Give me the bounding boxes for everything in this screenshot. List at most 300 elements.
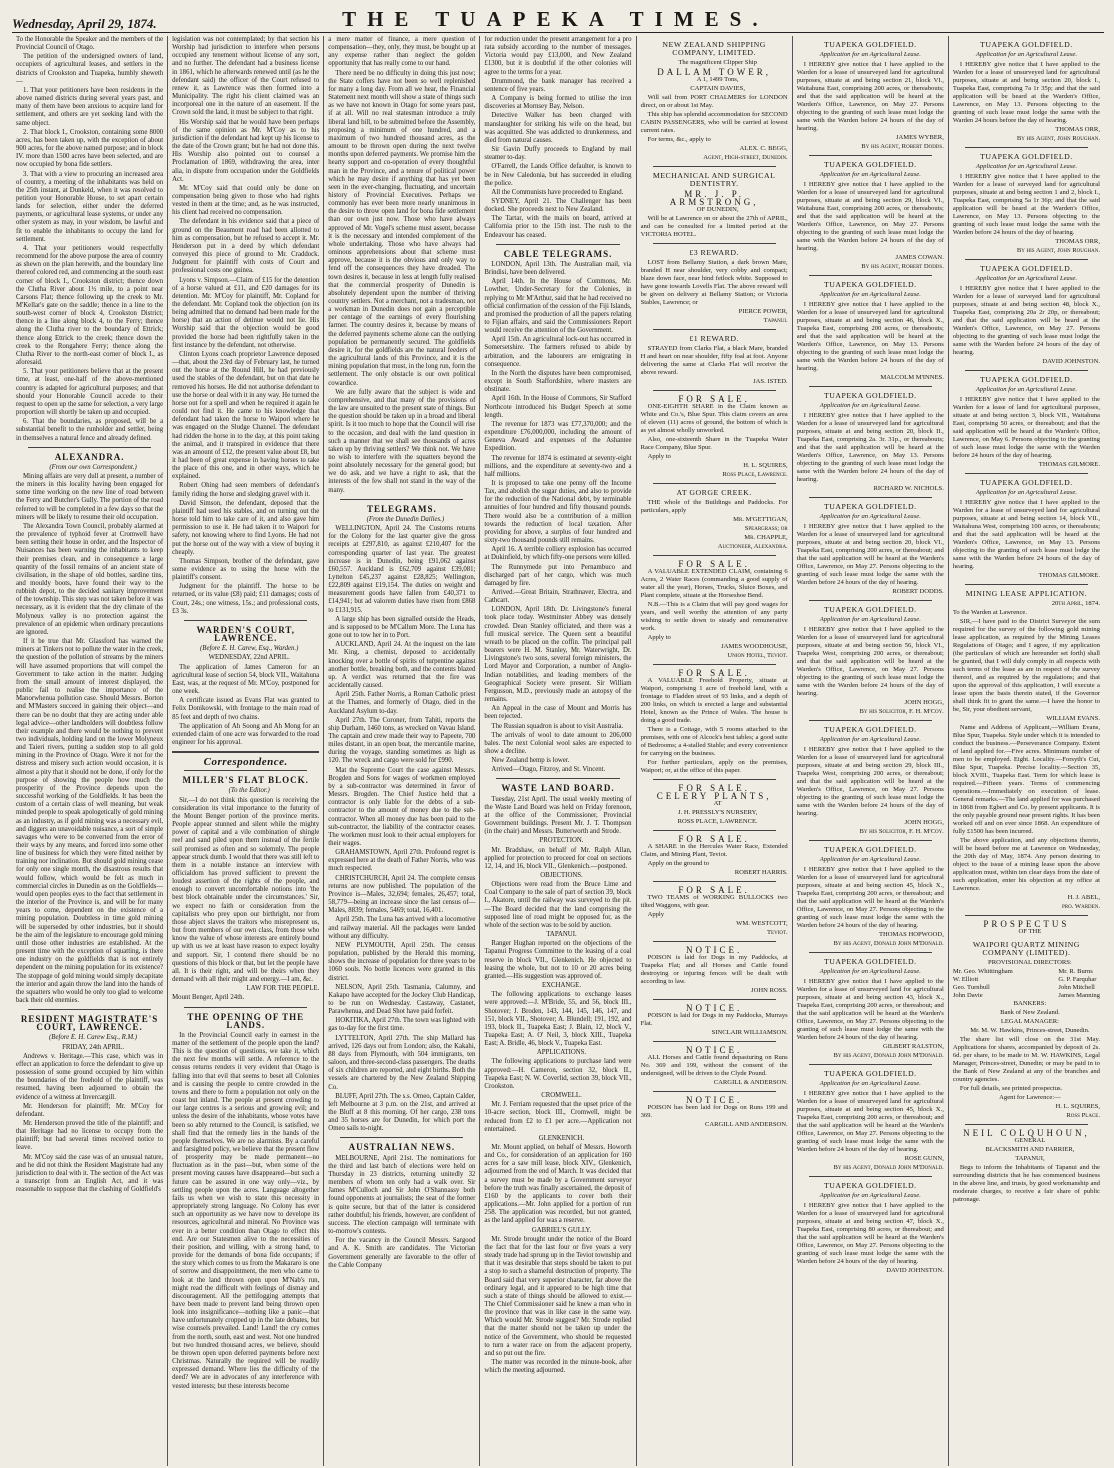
ad-line: Bank of New Zealand. — [1000, 1009, 1060, 1016]
divider — [653, 999, 776, 1000]
board-subheading: CROMWELL. — [541, 1092, 582, 1100]
divider — [653, 329, 776, 330]
ad-signature: Auctioneer, Alexandra. — [717, 543, 788, 550]
notice-agent: By his Solicitor, F. H. M'Coy. — [859, 708, 944, 715]
company-name: WAIPORI QUARTZ MINING COMPANY (LIMITED). — [972, 940, 1080, 957]
column-5-advertisements — [637, 36, 793, 1466]
article-paragraph: We are fully aware that the subject is wide and comprehensive, and that many of the provisions of the law are unsuited to the present state of things. But the question should be taken up in a broad and liberal spirit. Is it too much to hope that the Council will rise to the occasion, and deal with the land question in such a manner that we shall see thousands of acres taken up by thriving settlers? We think not. We have no wish to interfere with the squatters beyond the point absolutely necessary for the general good; but we do ask, and we have a right to ask, that the interests of the few shall not stand in the way of the many. — [328, 388, 476, 494]
notice-agent: By his Agent, Donald John M'Donald. — [833, 1164, 944, 1171]
ad-text: THE whole of the Buildings and Paddocks. For particulars, apply — [640, 499, 788, 514]
ad-heading: FOR SALE. — [678, 885, 750, 895]
ad-heading: NEW ZEALAND SHIPPING COMPANY, LIMITED. — [662, 40, 766, 57]
board-subheading: PROTECTION. — [539, 837, 584, 845]
ad-signature: PIERCE POWER, — [738, 308, 788, 315]
correspondence-heading: Correspondence. — [203, 756, 288, 769]
section-heading: ALEXANDRA. — [54, 451, 125, 462]
divider — [965, 584, 1088, 585]
ad-signature: WM. WESTCOTT, — [736, 920, 788, 927]
section-heading: THE OPENING OF THE LANDS. — [187, 1011, 305, 1030]
cable-item: April 14th. In the House of Commons, Mr. Lowther, Under-Secretary for the Colonies, in replying to Mr M'Arthur, said that he had received no official confirmation of the cession of the Fiji Islands, and promised the production of all the papers relating to Fijian affairs, and said the Commissioners Report would receive the attention of the Government. — [484, 278, 632, 335]
notice-text: I HEREBY give notice that I have applied to the Warden for a lease of unsurveyed land for agricultural purposes, situate at and being section 20, block I., Tuapeka East, comprising 7a 1r 35p; and that the said application will be heard at the Warden's Office, Lawrence, on May 13. Persons objecting to the granting of such lease must lodge the same with the Warden 24 hours before the day of hearing. — [952, 61, 1100, 124]
ad-text: A VALUABLE Freehold Property, situate at Waipori, comprising 1 acre of freehold land, with a frontage to Fladden street of 93 links, and a depth of 200 links, on which is erected a large and substantial Hotel, known as the Prince of Wales. The house is doing a good trade. — [640, 677, 788, 724]
ad-heading: FOR SALE. — [678, 783, 750, 793]
notice-signature: THOMAS GILMORE. — [1038, 461, 1100, 468]
notice-text: I HEREBY give notice that I have applied to the Warden for a lease of surveyed land for agricultural purposes, situate at and being section 1 and 2, block I., Tuapeka East, comprising 5a 1r 36p; and that the said application will be heard at the Warden's Office, Lawrence, on May 13. Persons objecting to the granting of such lease must lodge the same with the Warden before 24 hours of the day of hearing. — [952, 173, 1100, 236]
article-paragraph: Mr. M'Coy said the case was of an unusual nature, and he did not think the Resident Magistrate had any jurisdiction to deal with it. The section of the Act was a transcript from an English Act, and it was reasonable to suppose that the clashing of Goldfield's — [16, 1153, 164, 1194]
article-paragraph: Robert Ohing had seen members of defendant's family riding the horse and sledging gravel with it. — [172, 482, 320, 498]
notice-heading: TUAPEKA GOLDFIELD. — [823, 502, 917, 511]
director-name: Mr. R. Burns — [1058, 968, 1093, 975]
cable-item: The Runnymede put into Pernambuco and discharged part of her cargo, which was much damaged by fire. — [484, 563, 632, 587]
ad-text: POISON is laid for Dogs in my Paddocks, at Tuapeka Flat; and all Horses and Cattle found destroying or injuring fences will be dealt with according to law. — [640, 954, 788, 985]
issue-date: Wednesday, April 29, 1874. — [12, 16, 157, 31]
ad-line: AT — [713, 800, 722, 807]
ad-text: ALL Horses and Cattle found depasturing on Runs No. 369 and 199, without the consent of the undersigned, will be driven to the Clyde Pound. — [640, 1054, 788, 1077]
cable-item: April 16th. In the House of Commons, Sir Stafford Northcote introduced his Budget Speech at some length. — [484, 395, 632, 419]
notice-heading: TUAPEKA GOLDFIELD. — [980, 152, 1073, 161]
telegram-item: AUCKLAND, April 24. At the inquest on the late Mr. King, a chemist, deposed to accidentally knocking over a bottle of spirits of turpentine against another bottle, breaking both, and the contents blazed up. A verdict was returned that the fire was accidentally caused. — [328, 641, 476, 690]
telegram-item: Mat the Supreme Court the case against Messrs. Brogden and Sons for wages of workmen employed by a sub-contractor was determined in favor of Messrs. Brogden. The Chief Justice held that a contractor is only liable for the debts of a sub-contractor to the amount of money due to the sub-contractor. When all money due has been paid to the sub-contractor, the liability of the contractor ceases. The workmen must look to their actual employers for their wages. — [328, 766, 476, 847]
ad-line: PROVISIONAL DIRECTORS: — [988, 959, 1072, 966]
article-paragraph: Drummond, the bank manager has received a sentence of five years. — [484, 77, 632, 93]
ad-signature: CARGILL AND ANDERSON. — [704, 1121, 788, 1128]
notice-heading: TUAPEKA GOLDFIELD. — [980, 478, 1073, 487]
divider — [809, 952, 932, 953]
article-paragraph: His Worship said that he would have been perhaps of the same opinion as Mr. M'Coy as to his jurisdiction if the defendant had kept up his license to the date of the Crown grant; but he had not done this. His Worship also pointed out to counsel a Proclamation of 1869, withdrawing the area, inter alia, in dispute from occupation under the Goldfields Act. — [172, 118, 320, 183]
notice-signature: ROBERT DODDS. — [892, 588, 944, 595]
article-paragraph: Sir Gavin Duffy proceeds to England by mail steamer to-day. — [484, 146, 632, 162]
ad-text: A SHARE in the Hercules Water Race, Extended Claim, and Mining Plant, Teviot. — [640, 843, 788, 858]
petition-paragraph: 4. That your petitioners would respectfully recommend for the above purpose the area of country as shewn on the plan herewith, and the boundary line thereof colored red, and commencing at the south east corner of block I., Crookston district; thence down the Clutha River about 1½ mile, to a point near Carsons Flat; thence following up the creek to Mr. M'Kellar's gate on the saddle; thence in a line to the south-west corner of block 4, Crookston District; thence in a line along block 4, to the Ferry; thence along the Clutha river to the boundary of Ettrick; thence along Ettrick to the creek; thence down the creek to the Rongahere Ferry; thence along the Clutha River to the north-east corner of block I., as aforesaid. — [16, 244, 164, 367]
notice-agent: By his Agent, Donald John M'Donald. — [833, 1052, 944, 1059]
notice-text: I HEREBY give notice that I have applied to the Warden for a lease of surveyed land for agricultural purposes, situate at and being section 48, block X., Tuapeka East, comprising 20a 2r 20p, or thereabout; and that the said application will be heard at the Warden's Office, Lawrence, on May 27. Persons objecting to the granting of such lease must lodge the same with the Warden before 24 hours of the day of hearing. — [952, 285, 1100, 356]
notice-text: I HEREBY give notice that I have applied to the Warden for a lease of unsurveyed land for agricultural purposes, situate at and being section 56, block VI., Tuapeka West, comprising 200 acres, or thereabout; and that the said application will be heard at the Warden's Office, Lawrence, on May 27. Persons objecting to the granting of such lease must lodge the same with the Warden before 24 hours of the day of hearing. — [796, 626, 944, 697]
divider — [809, 155, 932, 156]
court-day: WEDNESDAY, 22nd APRIL. — [208, 654, 290, 662]
divider — [809, 275, 932, 276]
notice-text: I HEREBY give notice that I have applied to the Warden for a lease of unsurveyed land for agricultural purposes, situate at and being section 14, block VII., Waitahuna West, comprising 100 acres, or thereabouts; and that the said application will be heard at the Warden's Office, Lawrence, on May 13. Persons objecting to the granting of such lease must lodge the same with the Warden before 24 hours of the day of hearing. — [952, 499, 1100, 570]
ad-text: STRAYED from Clarks Flat, a black Mare, branded H and heart on near shoulder, fifty foal at foot. Anyone delivering the same at Clarks Flat will receive the above reward. — [640, 345, 788, 376]
cable-item: April 16. A terrible colliery explosion has occurred at Dukinfield, by which fifty-one persons were killed. — [484, 546, 632, 562]
article-paragraph: All the Communists have proceeded to England. — [491, 188, 624, 196]
dentist-name: MR. J. P. ARMSTRONG, — [669, 189, 759, 207]
divider — [965, 147, 1088, 148]
divider — [809, 600, 932, 601]
notice-subheading: Application for an Agricultural Lease. — [819, 1080, 921, 1087]
column-4 — [480, 36, 636, 1466]
article-paragraph: In the Provincial Council early in earnest in the matter of the settlement of the people upon the land? This is the question of questions, we take it, which the next few months will settle. A reference to the census returns renders it very evident that Otago is falling into that evil that seems to beset all Colonies and is causing the people to centre crowded in the towns and there to form a population not only on the coast but inland. The people at present crowding to our large centres is a serious and growing evil; and unless the desire of the inhabitants, whose votes have been so ably returned to the Council, is satisfied, we shall find that the remedy lies in the hands of the people themselves. We are no alarmists. By a careful and farsighted policy, we believe that the present flow of prosperity may be made permanent—no fluctuation as in the past—but, when some of the present moving causes have disappeared—but such a future can be assured in one way only—viz., by settling people upon the acres. Language altogether fails us when we wish to state this necessity in appropriately strong language. No Colony has ever such an opportunity as we have now to develope its resources, agricultural and mineral. No Province was ever in a better condition than Otago to effect this end. Are our Statesmen alive to the necessities of their position, and willing, with a strong hand, to provide for the demands of bona fide occupants; if the story which comes to us from the Makararo is one of sorrow and disappointment, the men who came to look at the land thrown open upon M'Nab's run, might read the difficult with feelings of dismay and discouragement. All the pettifogging attempts that have been made to prevent land being thrown open look into insignificance—nothing like a panic—that have unfortunately cropped up in the late debates, but wise counsels prevailed. Land! Land! the cry comes from the north, south, east and west. Not one hundred but two hundred thousand acres, we believe, should be thrown open upon deferred payments before next Christmas. Naturally the required will be readily expressed demand. Where lies the difficulty of the deed? We are in advocates of any interference with vested interests; but these interests become — [172, 1031, 320, 1390]
cable-item: April 15th. An agricultural lock-out has occurred in Somersetshire. The farmers refused to abide by arbitration, and the labourers are emigrating in consequence. — [484, 336, 632, 368]
ad-line: J. H. PRESSLY'S NURSERY, — [678, 809, 758, 816]
petition-paragraph: 3. That with a view to procuring an increased area of country, a meeting of the inhabitants was held on the 25th instant, at Dunkeld, when it was resolved to petition your Honorable House, to set apart certain lands for selection, either under the deferred payments, or agricultural lease systems, or under any other system as may, in your wisdom, be lawful and fit to enable the inhabitants to occupy the land for settlement. — [16, 170, 164, 243]
divider — [653, 166, 776, 167]
cable-item: LONDON, April 13th. The Australian mail, via Brindisi, have been delivered. — [484, 260, 632, 277]
board-subheading: GABRIEL'S GULLY. — [531, 1226, 592, 1234]
petition-intro: To the Honorable the Speaker and the members of the Provincial Council of Otago. — [16, 36, 164, 52]
notice-heading: TUAPEKA GOLDFIELD. — [823, 605, 917, 614]
ad-line: LEGAL MANAGER: — [1000, 1018, 1059, 1025]
ad-text: The share list will close on the 31st May. Applications for shares, accompanied by deposit of 2s. 6d. per share, to be made to M. W. HAWKINS, Legal Manager, Princes-street, Dunedin; or may be paid in to the Bank of New Zealand at any of the branches and country agencies. — [952, 1036, 1100, 1083]
notice-text: I HEREBY give notice that I have applied to the Warden for a lease of unsurveyed land for agricultural purposes, situate at and being section 29, block III., Tuapeka West, comprising 200 acres, or thereabout; and that the said application will be heard at the Warden's Office, Lawrence, on May 27. Persons objecting to the granting of such lease must lodge the same with the Warden before 24 hours of the day of hearing. — [796, 746, 944, 817]
divider — [653, 483, 776, 484]
notice-subheading: Application for an Agricultural Lease. — [819, 968, 921, 975]
ad-signature: Teviot. — [767, 929, 788, 936]
columns — [12, 36, 1104, 1466]
divider — [965, 1124, 1088, 1125]
director-name: John Mitchell — [1058, 984, 1095, 991]
divider — [653, 1091, 776, 1092]
ad-signature: Mr. CHAPPLE, — [744, 534, 788, 541]
ad-line: The magnificent Clipper Ship — [678, 59, 757, 66]
article-paragraph: If it be true that Mr. Glassford has warned the miners at Tinkers not to pollute the water in the creek, the question of the pollution of streams by the miners will have assumed proportions that will compel the Government to take action in the matter. Judging from the small amount of interest displayed, the public fail to realise the importance of the Manorwhenua pollution case. Should Messrs. Borton and M'Masters succeed in gaining their object—and there can be no doubt that they are acting under able legal advice—other landholders will doubtless follow their example and there would be nothing to prevent two individuals, holding land on the lower Molyneux and Taieri rivers, putting a sudden stop to all gold mining in the Province of Otago. Were it not for the distress and misery such action would occasion, it is almost a pity that it should not be done, if only for the purpose of showing the people how much the prosperity of the Province depends upon the successful working of the Goldfields. It has been the custom of a certain class of well meaning, but weak minded people to speak apologetically of gold mining as an industry, as if gold mining was a necessary evil, and diggers an unavoidable nuisance, a sort of simple savages who were to be converted from the error of their ways by any means, and forced into some other line of business for which they were fitted neither by training nor inclination. But should gold mining cease for only one single month, the disastrous results that would follow, which would be felt as much in commercial circles in Dunedin as on the Goldfields—would open peoples eyes to the fact that settlement in the interior of the Province is, and will be for many years to come, dependent on the existence of a mining population. Doubtless in time gold mining will be superseded by other industries, but it should be the aim of the legislature to encourage gold mining until those other industries are established. At the present time with the exception of squatting, is there one industry on the goldfields that is not entirely dependent on the mining population for its existence? The stoppage of gold mining would simply decapitate the interior and again throw the land into the hands of the squatters who would be only too glad to welcome back their old enemies. — [16, 638, 164, 1004]
notice-heading: TUAPEKA GOLDFIELD. — [823, 845, 917, 854]
masthead — [12, 6, 1104, 33]
ad-heading: NOTICE. — [686, 945, 743, 955]
ad-signature: Ross Place. — [1066, 1112, 1100, 1119]
directors-list — [953, 968, 1100, 1000]
section-heading: WASTE LAND BOARD. — [501, 783, 615, 794]
ad-heading: NOTICE. — [686, 1045, 743, 1055]
director-name: W. Elliott — [952, 976, 979, 983]
director-name: G. P. Farquhar — [1058, 976, 1097, 983]
divider — [184, 770, 307, 771]
notice-heading: TUAPEKA GOLDFIELD. — [823, 1181, 917, 1190]
notice-signature: JOHN HOGG, — [904, 699, 944, 706]
ad-signature: H. L. SQUIRES, — [1055, 1103, 1100, 1110]
ad-heading: £1 REWARD. — [689, 334, 739, 343]
notice-heading: TUAPEKA GOLDFIELD. — [823, 1069, 917, 1078]
notice-heading: TUAPEKA GOLDFIELD. — [980, 264, 1073, 273]
ad-line: BLACKSMITH AND FARRIER, — [985, 1146, 1075, 1153]
ad-signature: ALEX. C. BEGG, — [739, 145, 788, 152]
notice-signature: DAVID JOHNSTON. — [1042, 358, 1100, 365]
notice-heading: TUAPEKA GOLDFIELD. — [823, 160, 917, 169]
ad-text: Apply to — [647, 453, 671, 460]
notice-signature: RICHARD W. NICHOLS. — [873, 485, 944, 492]
cable-item: Arrived—Otago, Fitzroy, and St. Vincent. — [491, 766, 606, 774]
cable-item: In the North the disputes have been compromised, except in South Staffordshire, where masters are obstinate. — [484, 369, 632, 394]
ad-heading: AT GORGE CREEK. — [676, 488, 752, 497]
ad-feature: CELERY PLANTS, — [656, 791, 772, 801]
notice-text: I HEREBY give notice that I have applied to the Warden for a lease of unsurveyed land for agricultural purposes, situate at and being section 20, block II., Tuapeka East, comprising 2a. 3r. 31p., or thereabouts; and that the said application will be heard at the Warden's Office, Lawrence, on May 13. Persons objecting to the granting of such lease must lodge the same with the Warden before 24 hours of the day of hearing. — [796, 412, 944, 483]
notice-agent: By his Agent, Donald John M'Donald. — [833, 940, 944, 947]
notice-addressee: To the Warden at Lawrence. — [952, 609, 1027, 616]
director-name: Mr. Geo. Whittingham — [952, 968, 1013, 975]
divider — [809, 386, 932, 387]
article-paragraph: Detective Walker has been charged with manslaughter for striking his wife on the head, but was acquitted. She was addicted to drunkenness, and died from natural causes. — [484, 112, 632, 144]
board-paragraph: Objections were read from the Bruce Lime and Coal Company to the sale of part of section 39, block I., Akatore, until the railway was surveyed to the pit.—The Board decided that the land comprising the supposed line of road might be opposed for, as the whole of the section was to be sold by auction. — [484, 881, 632, 929]
divider — [965, 370, 1088, 371]
ad-text: For further particulars, apply on the premises, Waipori; or, at the office of this paper. — [640, 759, 788, 774]
petition-paragraph: 5. That your petitioners believe that at the present time, at least, one-half of the above-mentioned country is adapted for agricultural purposes; and that should your Honorable Council accede to their request to open up the same for selection, a very large proportion will shortly be taken up and occupied. — [16, 368, 164, 417]
notice-subheading: Application for an Agricultural Lease. — [819, 1192, 921, 1199]
notice-text: I HEREBY give notice that I have applied to the Warden for a lease of unsurveyed land for agricultural purposes, situate at and being section 45, block X., Tuapeka East, comprising 200 acres, or thereabout; and that the said application will be heard at the Warden's Office, Lawrence, on May 27. Persons objecting to the granting of such lease must lodge the same with the Warden before 24 hours of the day of hearing. — [796, 866, 944, 929]
notice-heading: TUAPEKA GOLDFIELD. — [823, 391, 917, 400]
notice-signature: WILLIAM EVANS. — [1046, 715, 1100, 722]
notice-subheading: Application for an Agricultural Lease. — [975, 386, 1077, 393]
ad-line: BANKERS: — [1013, 1000, 1047, 1007]
board-paragraph: Mr. Strode brought under the notice of the Board the fact that for the last four or five years a very steady trade had sprung up in the Teviot township and that it was desirable that steps should be taken to put a stop to such a shameful destruction of property. The Board said that very superior character, far above the ordinary legal, and it appeared to be high time that such a state of things should be allowed to exist.—The Chief Commissioner said he knew a man who in the province that was in like case in the same way. Which would Mr. Strode suggest? Mr. Strode replied that the matter should not be taken up under the notice of the Government, who should be requested to turn a water race on from the adjacent property, and so put out the fire. — [484, 1235, 632, 1357]
ad-signature: CARGILL & ANDERSON. — [713, 1079, 788, 1086]
telegram-item: WELLINGTON, April 24. The Customs returns for the Colony for the last quarter give the gross receipts at £297,810, as against £210,407 for the corresponding quarter of last year. The greatest increase is in Dunedin, being £91,062 against £60,557. Auckland is £62,709 against £39,081; Lyttelton £45,237 against £28,825; Wellington, £22,809 against £19,154. The duties on weight and measurement goods have fallen from £40,371 to £14,941; but ad valorem duties have risen from £868 to £131,915. — [328, 525, 476, 614]
ad-signature: Union Hotel, Teviot. — [727, 652, 788, 659]
notice-heading: TUAPEKA GOLDFIELD. — [823, 280, 917, 289]
divider — [653, 881, 776, 882]
article-paragraph: Mining affairs are very dull at present, a number of the miners in this locality having been engaged for some time working on the new line of road between the Ferry and Butcher's Gully. The portion of the road referred to will be completed in a few days so that the miners will be likely to resume their old occupation. — [16, 472, 164, 521]
article-paragraph: Mr. Henderson proved the title of the plaintiff; and that Heritage had no license to occupy from the plaintiff; but had several times received notice to leave. — [16, 1120, 164, 1152]
notice-subheading: Application for an Agricultural Lease. — [975, 275, 1077, 282]
telegram-item: A large ship has been signalled outside the Heads, and is supposed to be M'Callum More. The Luna has gone out to tow her in to Port. — [328, 615, 476, 640]
notice-text: I HEREBY give notice that I have applied to the Warden for a lease of unsurveyed land for agricultural purposes, situate at and being section 45, block X., Tuapeka East, comprising 200 acres, or thereabout; and that the said application will be heard at the Warden's Office, Lawrence, on May 27. Persons objecting to the granting of such lease must lodge the same with the Warden before 24 hours of the day of hearing. — [796, 1090, 944, 1153]
cable-item: An Appeal in the case of Mount and Morris has been rejected. — [484, 705, 632, 721]
section-subheading: (From our own Correspondent.) — [49, 463, 137, 471]
ad-signature: JAS. ISTED. — [753, 378, 788, 385]
cable-item: The revenue for 1873 was £77,370,000; and the expenditure £76,000,000, including the amount of Geneva Award and expenses of the Ashantee Expedition. — [484, 420, 632, 453]
board-subheading: EXCHANGE. — [541, 982, 582, 990]
notice-signature: DAVID JOHNSTON. — [886, 1267, 944, 1274]
notice-heading: TUAPEKA GOLDFIELD. — [823, 725, 917, 734]
article-paragraph: For the vacancy in the Council Messrs. Sargood and A. K. Smith are candidates. The Victorian Government generally are favorable to the offer of the Cable Company — [328, 1237, 476, 1269]
notice-signature: THOMAS GILMORE. — [1038, 572, 1100, 579]
notice-subheading: Application for an Agricultural Lease. — [975, 51, 1077, 58]
notice-text: I HEREBY give notice that I have applied to the Warden for a lease of unsurveyed land for agricultural purposes, situate at and being section 43, block X., Tuapeka East, comprising 200 acres, or thereabout; and that the said application will be heard at the Warden's Office, Lawrence, on May 27. Persons objecting to the granting of such lease must lodge the same with the Warden before 24 hours of the day of hearing. — [796, 978, 944, 1041]
notice-signature: GILBERT RALSTON, — [882, 1043, 944, 1050]
notice-signature: THOMAS ORR, — [1055, 126, 1100, 133]
notice-text: I HEREBY give notice that I have applied to the Warden for a lease of unsurveyed land for agricultural purposes, situate at and being section 20, block VI., Tuapeka East, comprising 200 acres, or thereabout; and that the said application will be heard at the Warden's Office, Lawrence, on May 27. Persons objecting to the granting of such lease must lodge the same with the Warden before 24 hours of the day of hearing. — [796, 523, 944, 586]
notice-agent: By his Solicitor, F. H. M'Coy. — [859, 828, 944, 835]
ad-signature: Speargrass; or — [744, 525, 788, 532]
cable-item: New Zealand hemp is lower. — [491, 757, 570, 765]
divider — [28, 1009, 151, 1010]
column-7-notices — [949, 36, 1104, 1466]
directors-left — [953, 968, 1013, 1000]
divider — [965, 473, 1088, 474]
ad-heading: NOTICE. — [686, 1003, 743, 1013]
board-subheading: APPLICATIONS. — [536, 1049, 587, 1057]
divider — [653, 830, 776, 831]
divider — [184, 1007, 307, 1008]
notice-signature: JOHN HOGG, — [904, 819, 944, 826]
ad-signature: Mr. M'GETTIGAN, — [733, 516, 788, 523]
telegram-item: NELSON, April 25th. Tasmania, Calumny, and Kakapo have accepted for the Jockey Club Handicap, to be run on Wednesday. Castaway, Castanet, Parawhenua, and Dead Shot have paid forfeit. — [328, 983, 476, 1016]
notice-subheading: Application for an Agricultural Lease. — [819, 291, 921, 298]
divider — [653, 1041, 776, 1042]
director-name: Geo. Turnbull — [952, 984, 990, 991]
notice-signature: H. J. ABEL, — [1067, 894, 1100, 901]
cable-item: LONDON, April 18th. Dr. Livingstone's funeral took place today. Westminster Abbey was densely crowded. Dean Stanley officiated, and there was a full musical service. The Queen sent a beautiful wreath to be placed on the coffin. The principal pall bearers were H. M. Stanley, Mr. Waterwright, Dr. Livingstone's two sons, several foreign ministers, the Lord Mayor and Corporation, a number of Anglo-Indian notabilities, and leading members of the Geographical Society were present. Sir William Fergusson, M.D., previously made an autopsy of the remains. — [484, 606, 632, 704]
ship-name: DALLAM TOWER, — [657, 67, 771, 77]
notice-agent: By his Agent, Robert Dodds. — [861, 143, 944, 150]
divider — [340, 499, 463, 500]
ad-heading: FOR SALE. — [678, 834, 750, 844]
telegram-item: LYTTELTON, April 27th. The ship Mallard has arrived, 126 days out from London; also, the Kakahi, 88 days from Plymouth, with 504 immigrants, ten saloon, and three-second-class passengers. The deaths of six children are reported, and eight births. Both the vessels are chartered by the New Zealand Shipping Co. — [328, 1034, 476, 1091]
letter-paragraph: Sir,—I do not think this question is receiving the consideration its vital importance to the futurity of the Mount Benger portion of the province merits. People appear stunned and silent while the mighty power of capital and a vile combination of shingle reef and sand piled upon them instead of the fertile soil promised as often and so solemnly. The people appear struck dumb. I would that there was still left to them in a notable instance an interview with officialdom has proved sufficient to prevent the loudest assertion of the rights of the people, and enough to convert uncomfortable notions into 'the best block obtainable under the circumstances.' Sir, we expect no faith or consideration from the capitalists who prey upon our birthright, nor from those abject slaves the traitors who misrepresent us, but from members of our own class, from those who know the value of whose interests are entirely bound up with us we at least have reason to expect loyalty and support. Sir, I contend there should be no questions of this block or that, but let the people have all. It is their right, and will be theirs when they demand with all their might and energy.—I am, &c. — [172, 796, 320, 984]
article-paragraph: David Simson, the defendant, deposed that the plaintiff had used his stables, and on turning out the horse told him to take care of it, and also gave him permission to use it. He had taken it to Waipori for safety, not knowing where to find Lyons. He had not put the horse out of the way with a view of buying it cheaply. — [172, 499, 320, 556]
directors-right — [1058, 968, 1100, 1000]
ad-text: POISON is laid for Dogs in my Paddocks, Murrays Flat. — [640, 1012, 788, 1027]
section-heading: AUSTRALIAN NEWS. — [348, 1142, 456, 1153]
notice-text: Name and Address of Applicant,—William Evans, Blue Spur, Tuapeka. Style under which it is intended to conduct the business.—Perseverance Company. Extent of land applied for.—Five acres. Minimum number of men to be employed. Eight. Locality.—Forsyth's Cut, Blue Spur, Tuapeka. Precise locality.—Section 35, block XVIII., Tuapeka East. Term for which lease is required.—Fifteen years. Terms of commencing operations.—Immediately on execution of lease. General remarks.—The land applied for was purchased in 1868 from Egbert and Co. by present applicants. It is the only payable ground near present rights. It has been worked off and on ever since 1868. An expenditure of fully £1500 has been incurred. — [952, 724, 1100, 835]
section-subheading: (Before E. H. Carew Esq., R.M.) — [49, 1034, 138, 1042]
telegram-item: NEW PLYMOUTH, April 25th. The census population, published by the Herald this morning, shows the increase of population for three years to be 1060 souls. No bottle licences were granted in this district. — [328, 941, 476, 982]
article-paragraph: The defendant in his evidence said that a piece of ground on the Beaumont road had been allotted to him as compensation, but he refused to accept it. Mr. Henderson put in a deed by which defendant conveyed this piece of ground to Mr. Craddock. Judgment for plaintiff with costs of Court and professional costs one guinea. — [172, 218, 320, 275]
notice-subheading: Application for an Agricultural Lease. — [975, 163, 1077, 170]
article-paragraph: Mr. M'Coy said that could only be done on compensation being given to those who had rights vested in them at the time; and, as he was instructed, his client had received no compensation. — [172, 184, 320, 217]
ad-line: OF THE — [1018, 928, 1042, 935]
ad-signature: H. L. SQUIRES, — [743, 462, 788, 469]
notice-signature: ROSE GUNN, — [904, 1155, 944, 1162]
cable-item: The arrivals of wool to date amount to 206,000 bales. The next Colonial wool sales are expected to show a decline. — [484, 731, 632, 755]
ad-signature: Agent, High-street, Dunedin. — [703, 154, 788, 161]
ad-heading: FOR SALE. — [678, 559, 750, 569]
article-paragraph: The Alexandra Town Council, probably alarmed at the prevalence of typhoid fever at Cromwell have been setting their house in order, and the Inspector of Nuisances has been warning the inhabitants to keep their premises clean, and in consequence a large quantity of the fossil remains of an ancient state of civilisation, in the shape of old bottles, sardine tins, and mouldy boots, have found their way to the rubbish depot, to the decided sanitary improvement of the township. This step was not taken before it was necessary, as it is evident that the dry climate of the Molyneux valley is no protection against the prevalence of an epidemic when ordinary precautions are ignored. — [16, 522, 164, 636]
notice-subheading: Application for an Agricultural Lease. — [819, 51, 921, 58]
divider — [965, 259, 1088, 260]
notice-signature: JAMES COWAN. — [895, 254, 944, 261]
divider — [653, 390, 776, 391]
article-paragraph: A Company is being formed to utilise the iron discoveries at Mornsey Bay, Nelson. — [484, 95, 632, 111]
article-paragraph: SYDNEY, April 21. The Challenger has been docked. She proceeds next to New Zealand. — [484, 197, 632, 214]
ad-signature: JAMES WOODHOUSE, — [721, 643, 788, 650]
notice-text: The above application, and any objections thereto, will be heard before me at Lawrence on Wednesday, the 20th day of May, 1874. Any person desiring to object to the issue of a mining lease upon the above application must, within ten clear days from the date of such application, enter his objection at my office at Lawrence. — [952, 837, 1100, 892]
article-paragraph: The Tartar, with the mails on board, arrived at California prior to the 15th inst. The rush to the Endeavour has ceased. — [484, 215, 632, 239]
column-1 — [12, 36, 168, 1466]
divider — [653, 664, 776, 665]
ad-text: POISON has been laid for Dogs on Runs 199 and 369. — [640, 1104, 788, 1119]
ad-text: This ship has splendid accommodation for SECOND CABIN PASSENGERS, who will be carried at lowest current rates. — [640, 111, 788, 134]
ad-line: TAPANUI, — [1015, 1155, 1045, 1162]
notice-subheading: Application for an Agricultural Lease. — [819, 736, 921, 743]
divider — [340, 1137, 463, 1138]
ad-text: Apply on the ground to — [647, 860, 710, 867]
notice-subheading: Application for an Agricultural Lease. — [975, 489, 1077, 496]
ad-text: There is a Cottage, with 5 rooms attached to the premises, with one of Alcock's best tables; a good suite of Bedrooms; a 4-stalled Stable; and every convenience for carrying on the business. — [640, 726, 788, 757]
telegram-item: BLUFF, April 27th. The s.s. Omeo, Captain Calder, left Melbourne at 3 p.m. on the 21st, and arrived at the Bluff at 8 this morning. Of her cargo, 238 tons and 35 horses are for Dunedin, for which port the Omeo sails to-night. — [328, 1092, 476, 1133]
article-paragraph: Mr. Henderson for plaintiff; Mr. M'Coy for defendant. — [16, 1102, 164, 1118]
ad-text: Apply — [647, 911, 665, 918]
divider — [496, 244, 619, 245]
board-paragraph: Mr. Mount applied, on behalf of Messrs. Howorth and Co., for consideration of an application for 160 acres for a saw mill lease, block XIV., Glenkenich, adjourned from the end of March. It was decided that a survey must be made by a Government surveyor before the truth was finally ascertained, the deposit of £160 by the applicants to cover both their applications.—Mr. John applied for a portion of run 258. The application was recorded, but not granted, as the land applied for was a reserve. — [484, 1144, 632, 1225]
letter-signature: LAW FOR THE PEOPLE. — [246, 985, 320, 993]
article-paragraph: for reduction under the present arrangement for a pro rata subsidy according to the number of messages. Victoria would pay £13,000, and New Zealand £1300, but it is doubtful if the other colonies will agree to the terms for a year. — [484, 36, 632, 76]
divider — [496, 778, 619, 779]
telegram-item: HOKITIKA, April 27th. The town was lighted with gas to-day for the first time. — [328, 1017, 476, 1033]
ad-line: Agent for Lawrence:— — [999, 1094, 1061, 1101]
ad-text: Apply to — [647, 634, 671, 641]
divider — [184, 620, 307, 621]
section-heading: WARDEN'S COURT, LAWRENCE. — [196, 624, 295, 644]
article-paragraph: Clinton Lyons coach proprietor Lawrence deposed—that, about the 23rd day of February last, he turned out the horse at the Round Hill, he had previously used the stables of the defendant, but on that date he removed his horses. He did not authorise defendant to use the horse or deal with it in any way. He turned the horse out for a spell and when he required it again he could not find it. He came to his knowledge that defendant had taken the horse to Waipori where he was engaged on the Sludge Channel. The defendant had ridden the horse in to the day, at this point taking the animal, and it transpired in evidence that there was an amount of £12, the present value about £8, but it had been of great expense in having horses to take the place of this one, and in other ways, which he explained. — [172, 350, 320, 481]
cable-item: It is proposed to take one penny off the Income Tax, and abolish the sugar duties, and also to provide for the reduction of the National debt, by terminable annuities of four hundred and fifty thousand pounds. There would also be a contribution of a million towards the reduction of local taxation. After providing for above, a surplus of four hundred and sixty-two thousand pounds still remains. — [484, 479, 632, 545]
notice-signature: THOMAS HOPWOOD, — [879, 931, 944, 938]
telegram-item: CHRISTCHURCH, April 24. The complete census returns are now published. The population of the Province is—Males, 32,694; females, 26,457; total, 58,779—being an increase since the last census of—Males, 8839; females, 5469; total, 16,401. — [328, 874, 476, 915]
petition-paragraph: 6. That the boundaries, as proposed, will be a substantial benefit to the runholder and settler, being in themselves a natural fence and already defined. — [16, 418, 164, 442]
board-paragraph: Mr. Bradshaw, on behalf of Mr. Ralph Allan, applied for protection to proceed for coal on sections 12, 14, and 16, block VII., Glenkenich.—postponed. — [484, 846, 632, 870]
petition-paragraph: 2. That block I., Crookston, containing some 8000 acres, has been taken up, with the exception of about 900 acres, for the above named purpose; and in block IV. more than 1500 acres have been selected, and are now occupied by bona fide settlers. — [16, 128, 164, 169]
cable-item: The Russian squadron is about to visit Australia. — [491, 722, 624, 730]
article-paragraph: a mere matter of finance, a mere question of compensation—they, only, they must, be bought up at any expense rather than neglect the golden opportunity that has really come to our hand. — [328, 36, 476, 68]
ad-signature: SINCLAIR WILLIAMSON. — [711, 1029, 788, 1036]
article-paragraph: A certificate issued as Evans Flat was granted to Felix Donikowski, with frontage to the main road of 85 feet and depth of two chains. — [172, 697, 320, 721]
ad-line: A 1, 1499 Tons, — [696, 76, 739, 83]
ad-line: CAPTAIN DAVIES, — [690, 85, 745, 92]
ad-signature: Tapanui. — [763, 317, 788, 324]
notice-subheading: Application for an Agricultural Lease. — [819, 616, 921, 623]
divider — [809, 840, 932, 841]
newspaper-title: THE TUAPEKA TIMES. — [342, 7, 769, 31]
ad-line: OF DUNEDIN, — [696, 206, 739, 213]
ad-signature: JOHN ROSS. — [751, 987, 788, 994]
notice-signature: pro. Warden. — [1061, 903, 1100, 910]
telegram-item: April 25th. The Luna has arrived with a locomotive and railway material. All the packages were landed without any difficulty. — [328, 916, 476, 940]
notice-agent: By his Agent, John Roughan. — [1016, 247, 1100, 254]
notice-text: I HEREBY give notice that I have applied to the Warden for a lease of land for agricultural purposes, situate at and being section 3, block VII., Waitahuna East, comprising 50 acres, or thereabout; and that the said application will be heard at the Warden's Office, Lawrence, on May 6. Persons objecting to the granting of such lease must lodge the same with the Warden before 24 hours of the day of hearing. — [952, 396, 1100, 459]
article-paragraph: Lyons v. Simpson.—Claim of £15 for the detention of a horse valued at £11, and £20 damages for its detention. Mr. M'Coy for plaintiff, Mr. Copland for the defendant. Mr. Copland took the objection (on its being admitted that no demand had been made for the horse) that an action of detinue would not lie. His Worship said that the objection would be good provided the horse had been rightfully taken in the first instance by the defendant, not otherwise. — [172, 276, 320, 349]
telegram-item: April 25th. Father Norris, a Roman Catholic priest at the Thames, and formerly of Otago, died in the Auckland Asylum to-day. — [328, 691, 476, 715]
court-day: FRIDAY, 24th APRIL. — [62, 1043, 125, 1051]
goldfield-notice-list — [953, 41, 1100, 580]
notice-heading: TUAPEKA GOLDFIELD. — [823, 40, 917, 49]
notice-heading: TUAPEKA GOLDFIELD. — [980, 375, 1073, 384]
ad-text: ONE-EIGHTH SHARE in the Claim known as White and Co.'s, Blue Spur. This claim covers an area of eleven (11) acres of ground, the bottom of which is as yet almost wholly unworked. — [640, 403, 788, 434]
board-subheading: OBJECTIONS. — [540, 872, 583, 879]
section-heading: MILLER'S FLAT BLOCK. — [182, 775, 309, 786]
telegram-item: GRAHAMSTOWN, April 27th. Profound regret is expressed here at the death of Father Norris, who was much respected. — [328, 849, 476, 873]
ad-heading: FOR SALE. — [678, 394, 750, 404]
article-paragraph: MELBOURNE, April 21st. The nominations for the third and last batch of elections were held on Thursday in 23 districts, returning unitedly 32 members of whom ten only had a walk over. Sir James M'Culloch and Sir John O'Shannassy both found opponents at journalists; the seat of the former is quite secure, but that of the latter is considered rather doubtful; his friends, however, are confident of success. The election campaign will terminate with to-morrow's contests. — [328, 1154, 476, 1236]
ad-text: Also, one-sixteenth Share in the Tuapeka Water Race Company, Blue Spur. — [640, 436, 788, 451]
board-subheading: GLENKENICH. — [538, 1134, 585, 1142]
divider — [653, 941, 776, 942]
ad-text: N.B.—This is a Claim that will pay good wages for years, and well worthy the attention of any party wishing to settle down to steady and remunerative work. — [640, 601, 788, 632]
notice-subheading: Application for an Agricultural Lease. — [819, 171, 921, 178]
board-paragraph: Tuesday, 21st April. The usual weekly meeting of the Waste Land Board was held on Friday forenoon, at the office of the Commissioner, Provincial Government buildings. Present Mr. J. T. Thompson (in the chair) and Messrs. Butterworth and Strode. — [484, 795, 632, 836]
notice-heading: TUAPEKA GOLDFIELD. — [980, 40, 1073, 49]
ad-line: GENERAL — [1014, 1137, 1046, 1144]
ad-heading: MINING LEASE APPLICATION. — [965, 589, 1088, 598]
divider — [172, 751, 319, 753]
ad-signature: Ross Place, Lawrence. — [722, 471, 788, 478]
notice-agent: By his Agent, John Roughan. — [1016, 135, 1100, 142]
section-heading: CABLE TELEGRAMS. — [503, 248, 613, 259]
article-paragraph: legislation was not contemplated; by that section his Worship had jurisdiction to interfere when persons occupied any tenement without license of any sort, and no further. The defendant had a business license in 1861, which he afterwards renewed until (as he the defendant said) the officer of the Court refused to renew it, as Lawrence was then formed into a Municipality. The right his client claimed was an incorporeal one in the nature of an easement. If the Crown sold the land, it must be subject to that right. — [172, 36, 320, 117]
divider — [653, 555, 776, 556]
divider — [653, 243, 776, 244]
divider — [965, 915, 1088, 916]
column-6-goldfield-notices — [793, 36, 949, 1466]
prospectus-heading: PROSPECTUS — [983, 919, 1070, 929]
board-subheading: TAPANUI. — [546, 931, 577, 939]
divider — [809, 1064, 932, 1065]
board-paragraph: The matter was recorded in the minute-book, after which the meeting adjourned. — [484, 1359, 632, 1375]
divider — [28, 447, 151, 448]
ad-text: TWO TEAMS of WORKING BULLOCKS two tilted Waggons, with gear. — [640, 894, 788, 909]
ad-signature: ROBERT HARRIS. — [734, 869, 788, 876]
article-paragraph: Andrews v. Heritage.—This case, which was in effect an application to force the defendant to give up possession of some ground occupied by him within the boundaries of the freehold of the plaintiff, was resumed, having been adjourned to obtain the evidence of a witness at Invercargill. — [16, 1052, 164, 1101]
cable-item: The revenue for 1874 is estimated at seventy-eight millions, and the expenditure at seventy-two and a half millions. — [484, 454, 632, 478]
ad-heading: FOR SALE. — [678, 668, 750, 678]
article-paragraph: The application of James Cameron for an agricultural lease of section 54, block VII., Waitahuna East, was, at the request of Mr. M'Coy, postponed for one week. — [172, 663, 320, 696]
petition-paragraph: 1. That your petitioners have been residents in the above named districts during several years past, and many of them have been anxious to acquire land for settlement, and others are yet seeking land with the same object. — [16, 86, 164, 127]
section-heading: RESIDENT MAGISTRATE'S COURT, LAWRENCE. — [20, 1014, 159, 1033]
ad-text: Will sail from PORT CHALMERS for LONDON direct, on or about 1st May. — [640, 94, 788, 109]
ad-heading: NOTICE. — [686, 1095, 743, 1105]
director-name: James Manning — [1058, 992, 1100, 999]
notice-subheading: Application for an Agricultural Lease. — [819, 513, 921, 520]
director-name: John Davie — [952, 992, 983, 999]
ad-heading: £3 REWARD. — [689, 248, 739, 257]
divider — [809, 497, 932, 498]
